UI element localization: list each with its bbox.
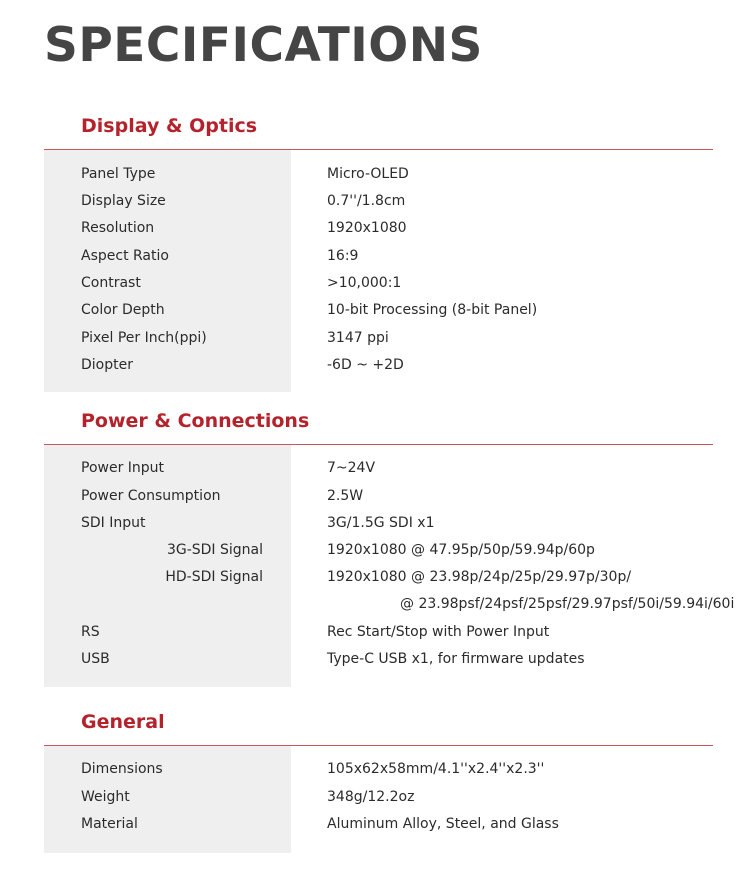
spec-value: 3147 ppi	[327, 330, 389, 346]
spec-row-sdi-input	[44, 510, 713, 537]
spec-value: 16:9	[327, 248, 359, 264]
spec-label: Contrast	[81, 275, 141, 291]
spec-row-display-size	[44, 188, 713, 215]
spec-label: Diopter	[81, 357, 133, 373]
spec-label: Panel Type	[81, 166, 156, 182]
spec-label: RS	[81, 624, 100, 640]
spec-row-diopter	[44, 352, 713, 379]
spec-row-contrast	[44, 270, 713, 297]
section-title: Display & Optics	[81, 115, 258, 137]
spec-value: Micro-OLED	[327, 166, 409, 182]
section-title: General	[81, 711, 165, 733]
spec-row-resolution	[44, 215, 713, 242]
spec-label: Power Consumption	[81, 488, 221, 504]
spec-value: -6D ~ +2D	[327, 357, 404, 373]
spec-row-power-input	[44, 455, 713, 482]
spec-value: 10-bit Processing (8-bit Panel)	[327, 302, 538, 318]
spec-label: Color Depth	[81, 302, 165, 318]
spec-value: >10,000:1	[327, 275, 402, 291]
spec-value: Aluminum Alloy, Steel, and Glass	[327, 816, 559, 832]
spec-label: SDI Input	[81, 515, 146, 531]
spec-value: 1920x1080 @ 23.98p/24p/25p/29.97p/30p/	[327, 569, 632, 585]
spec-label: Display Size	[81, 193, 166, 209]
spec-row-power-consumption	[44, 483, 713, 510]
spec-row-panel-type	[44, 161, 713, 188]
spec-label: Pixel Per Inch(ppi)	[81, 330, 207, 346]
spec-value: 3G/1.5G SDI x1	[327, 515, 435, 531]
spec-label: USB	[81, 651, 110, 667]
spec-value: 7~24V	[327, 460, 376, 476]
spec-label: Resolution	[81, 220, 155, 236]
spec-value: 1920x1080 @ 47.95p/50p/59.94p/60p	[327, 542, 595, 558]
spec-label: HD-SDI Signal	[165, 569, 263, 585]
spec-row-hd-sdi-signal-continued	[44, 591, 735, 618]
spec-row-aspect-ratio	[44, 243, 713, 270]
spec-value: 348g/12.2oz	[327, 789, 415, 805]
spec-value: Type-C USB x1, for firmware updates	[327, 651, 585, 667]
spec-row-dimensions	[44, 756, 713, 783]
spec-value: @ 23.98psf/24psf/25psf/29.97psf/50i/59.94i/60i	[400, 596, 735, 612]
spec-value: 0.7''/1.8cm	[327, 193, 406, 209]
spec-row-rs	[44, 619, 713, 646]
spec-row-color-depth	[44, 297, 713, 324]
spec-row-weight	[44, 784, 713, 811]
spec-label: Aspect Ratio	[81, 248, 169, 264]
page-title: SPECIFICATIONS	[44, 18, 483, 73]
spec-label: Material	[81, 816, 138, 832]
section-title: Power & Connections	[81, 410, 310, 432]
spec-label: 3G-SDI Signal	[166, 542, 263, 558]
spec-value: 105x62x58mm/4.1''x2.4''x2.3''	[327, 761, 545, 777]
spec-row-pixel-per-inch	[44, 325, 713, 352]
spec-label: Dimensions	[81, 761, 163, 777]
spec-row-material	[44, 811, 713, 838]
spec-row-hd-sdi-signal	[44, 564, 713, 591]
spec-row-3g-sdi-signal	[44, 537, 713, 564]
spec-value: 2.5W	[327, 488, 364, 504]
spec-label: Weight	[81, 789, 130, 805]
spec-value: 1920x1080	[327, 220, 407, 236]
spec-label: Power Input	[81, 460, 165, 476]
spec-row-usb	[44, 646, 713, 673]
spec-value: Rec Start/Stop with Power Input	[327, 624, 550, 640]
